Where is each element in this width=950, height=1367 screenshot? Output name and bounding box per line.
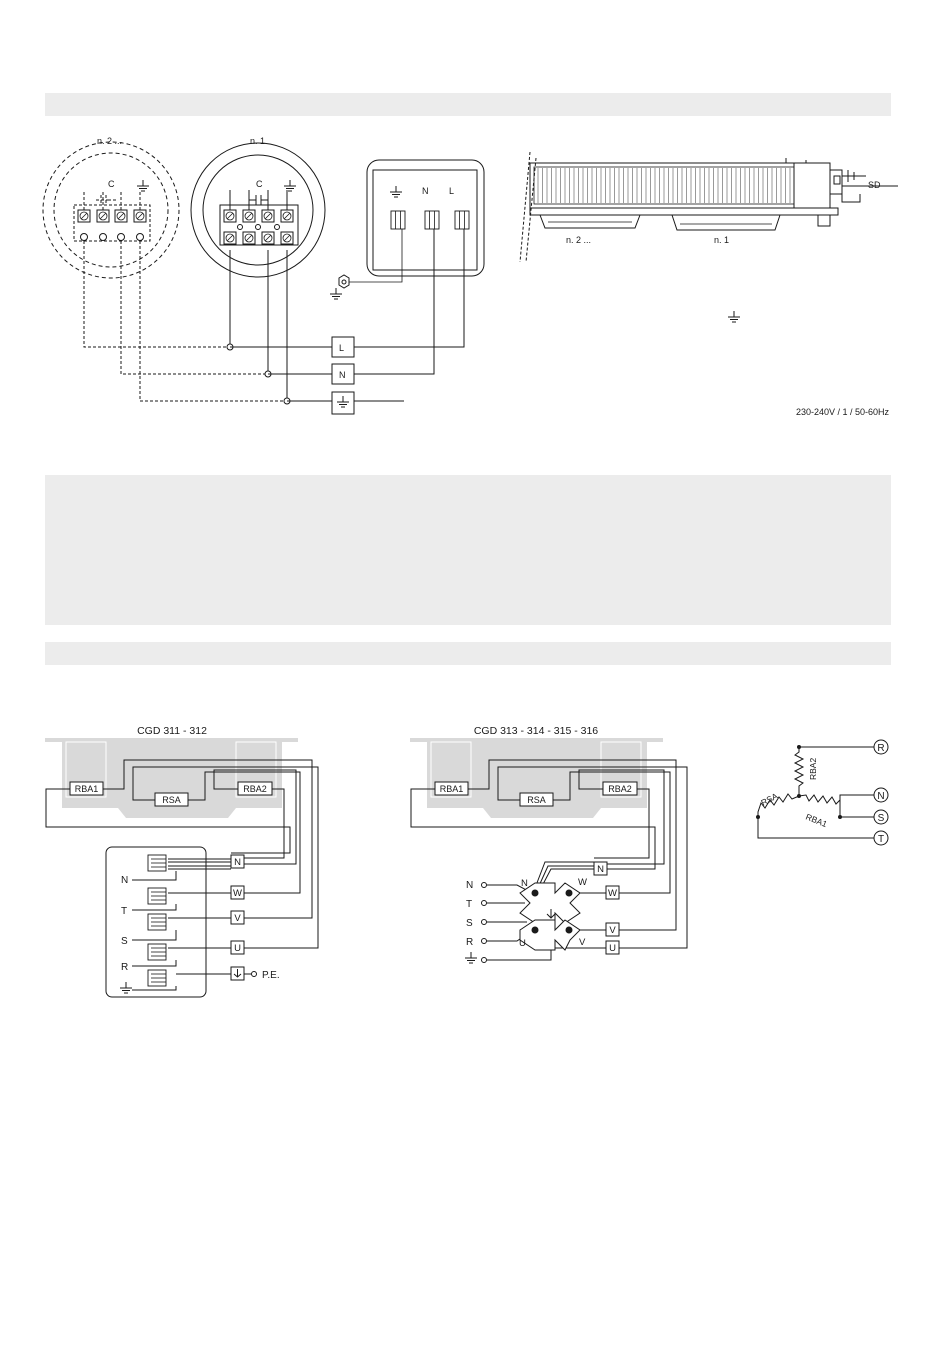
right-in-R: R xyxy=(466,937,474,948)
left-rsa: RSA xyxy=(162,795,181,805)
junction-box-N: N xyxy=(422,186,429,196)
right-rba1: RBA1 xyxy=(439,784,464,794)
left-pe-label: P.E. xyxy=(262,970,280,981)
terminal-earth xyxy=(332,392,354,414)
supply-rating: 230-240V / 1 / 50-60Hz xyxy=(795,407,889,417)
motor-1-capacitor-label: C xyxy=(256,179,263,189)
unit-side-view xyxy=(520,152,898,262)
right-term-N: N xyxy=(597,864,604,875)
supply-wiring xyxy=(84,229,464,404)
right-in-N: N xyxy=(466,880,474,891)
left-in-S: S xyxy=(121,936,128,947)
terminal-N xyxy=(332,364,354,384)
motor-2-housing xyxy=(43,142,179,278)
terminal-N-text: N xyxy=(339,370,346,380)
junction-box xyxy=(367,160,484,276)
right-motor-switch xyxy=(465,883,580,964)
side-view-motor-1-label: n. 1 xyxy=(714,235,730,245)
left-in-N: N xyxy=(121,875,129,886)
left-rba2: RBA2 xyxy=(243,784,267,794)
right-panel-title: CGD 313 - 314 - 315 - 316 xyxy=(473,725,599,737)
earth-stud xyxy=(330,229,402,299)
star-S: S xyxy=(877,813,885,824)
motor-2-capacitor-label: C xyxy=(108,179,115,189)
earth-symbol xyxy=(728,311,740,322)
star-rba2: RBA2 xyxy=(808,757,818,780)
terminal-L-text: L xyxy=(339,343,345,353)
star-rba1: RBA1 xyxy=(804,811,829,830)
right-switch-U: U xyxy=(519,938,526,949)
motor-2-label: n. 2 ... xyxy=(97,136,123,146)
star-R: R xyxy=(877,743,885,754)
right-rsa: RSA xyxy=(527,795,546,805)
star-connection xyxy=(756,740,888,845)
right-in-S: S xyxy=(466,918,473,929)
right-switch-W: W xyxy=(578,877,587,888)
left-panel-title: CGD 311 - 312 xyxy=(137,725,207,737)
left-in-R: R xyxy=(121,962,129,973)
terminal-L xyxy=(332,337,354,357)
side-view-SD-label: SD xyxy=(868,180,881,190)
left-rba1: RBA1 xyxy=(74,784,99,794)
right-in-T: T xyxy=(466,899,473,910)
right-switch-V: V xyxy=(579,937,586,948)
left-term-U: U xyxy=(234,943,241,954)
star-N: N xyxy=(877,791,885,802)
left-pe-terminal xyxy=(176,967,257,980)
right-switch-N: N xyxy=(521,878,528,889)
left-term-V: V xyxy=(234,913,241,924)
right-term-U: U xyxy=(609,943,616,954)
right-term-V: V xyxy=(609,925,616,936)
right-term-W: W xyxy=(608,888,617,899)
star-T: T xyxy=(877,834,885,845)
left-term-N: N xyxy=(234,857,241,868)
motor-1-housing xyxy=(191,143,325,277)
side-view-motor-2-label: n. 2 ... xyxy=(566,235,592,245)
junction-box-L: L xyxy=(449,186,455,196)
star-rsa: RSA xyxy=(759,790,780,808)
left-term-W: W xyxy=(233,888,242,899)
motor-1-label: n. 1 xyxy=(250,136,266,146)
left-in-T: T xyxy=(121,906,128,917)
right-rba2: RBA2 xyxy=(608,784,632,794)
